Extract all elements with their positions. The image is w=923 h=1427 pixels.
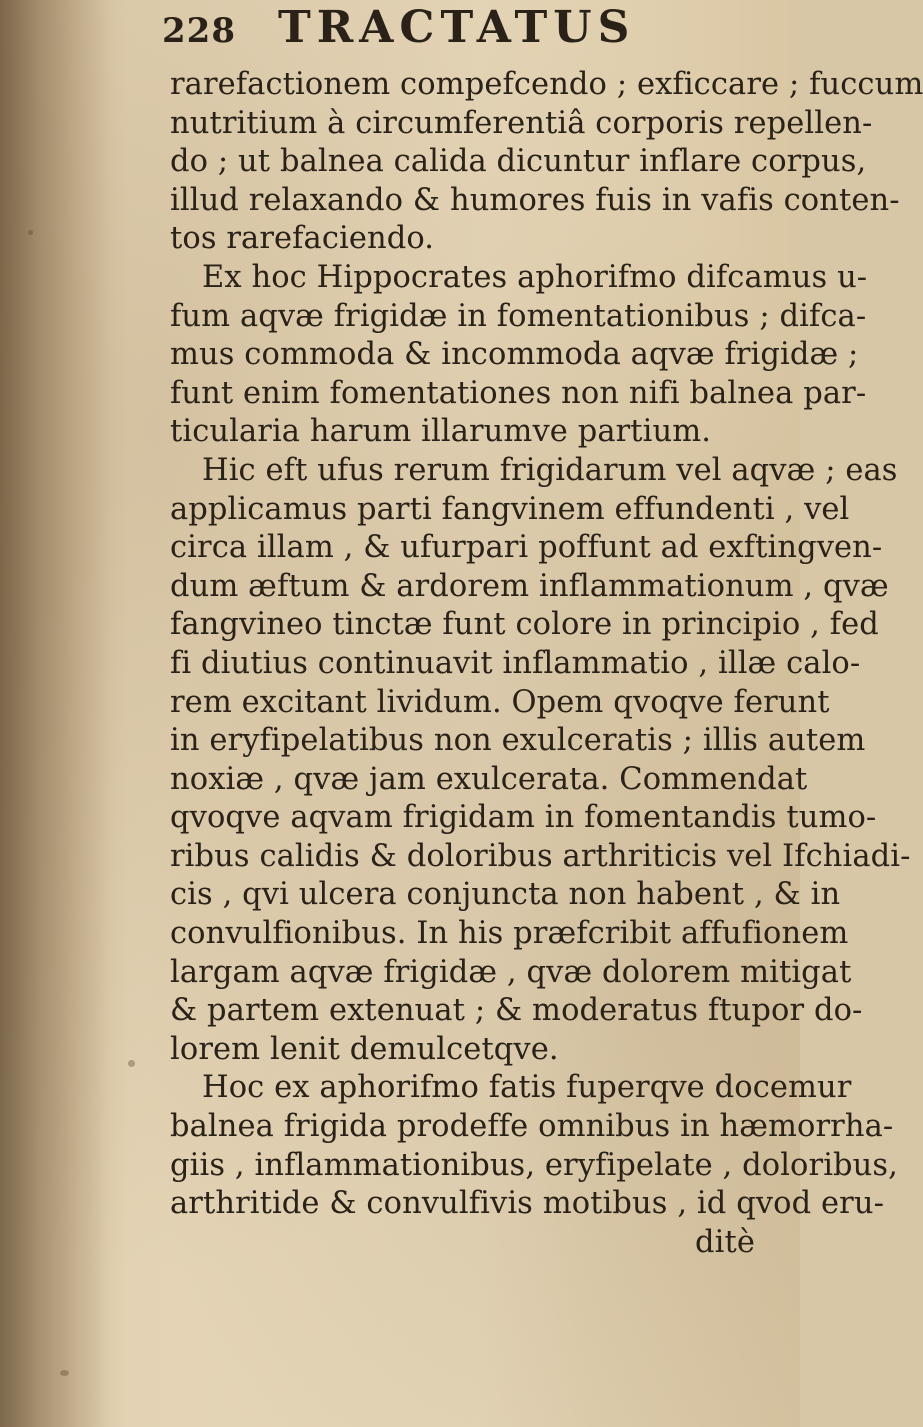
text-line: noxiæ , qvæ jam exulcerata. Commendat <box>170 761 808 797</box>
text-line: lorem lenit demulcetqve. <box>170 1031 559 1067</box>
text-line: nutritium à circumferentiâ corporis repellen- <box>170 105 873 141</box>
text-line: fangvineo tinctæ funt colore in principio , fed <box>170 607 879 643</box>
text-line: largam aqvæ frigidæ , qvæ dolorem mitigat <box>170 954 852 990</box>
text-line: ticularia harum illarumve partium. <box>170 414 712 450</box>
text-line: convulfionibus. In his præfcribit affufionem <box>170 916 849 952</box>
page-number: 228 <box>162 11 236 51</box>
text-line: do ; ut balnea calida dicuntur inflare corpus, <box>170 144 867 180</box>
text-line: Ex hoc Hippocrates aphorifmo difcamus u- <box>202 259 868 295</box>
ink-spot <box>128 1060 135 1067</box>
text-line: tos rarefaciendo. <box>170 221 435 257</box>
text-line: rarefactionem compefcendo ; exficcare ; fuccum <box>170 67 923 102</box>
text-line: illud relaxando & humores fuis in vafis conten- <box>170 182 900 218</box>
text-line: applicamus parti fangvinem effundenti , vel <box>170 491 850 527</box>
running-head: TRACTATUS <box>277 2 636 53</box>
text-line: circa illam , & ufurpari poffunt ad exftingven- <box>170 530 883 566</box>
text-line: fum aqvæ frigidæ in fomentationibus ; difca- <box>170 298 867 334</box>
text-line: Hic eft ufus rerum frigidarum vel aqvæ ; eas <box>202 452 898 488</box>
page-header <box>162 2 782 64</box>
text-line: qvoqve aqvam frigidam in fomentandis tumo- <box>170 800 877 836</box>
text-line: ribus calidis & doloribus arthriticis vel Ifchiadi- <box>170 838 911 874</box>
text-line: dum æftum & ardorem inflammationum , qvæ <box>170 568 889 604</box>
text-line: fi diutius continuavit inflammatio , illæ calo- <box>170 645 861 681</box>
text-line: balnea frigida prodeffe omnibus in hæmorrha- <box>170 1109 894 1145</box>
text-line: funt enim fomentationes non nifi balnea par- <box>170 375 867 411</box>
text-line: ditè <box>695 1224 755 1260</box>
text-line: Hoc ex aphorifmo fatis fuperqve docemur <box>202 1070 852 1106</box>
text-line: & partem extenuat ; & moderatus ftupor do- <box>170 993 863 1029</box>
ink-spot <box>28 230 33 235</box>
text-line: arthritide & convulfivis motibus , id qvod eru- <box>170 1186 885 1222</box>
text-line: in eryfipelatibus non exulceratis ; illis autem <box>170 723 866 759</box>
text-line: giis , inflammationibus, eryfipelate , doloribus, <box>170 1147 898 1183</box>
text-line: mus commoda & incommoda aqvæ frigidæ ; <box>170 337 859 373</box>
page-gutter-shadow <box>0 0 110 1427</box>
ink-spot <box>60 1370 69 1376</box>
text-line: rem excitant lividum. Opem qvoqve ferunt <box>170 684 830 720</box>
body-text <box>170 66 923 1262</box>
text-line: cis , qvi ulcera conjuncta non habent , & in <box>170 877 841 913</box>
